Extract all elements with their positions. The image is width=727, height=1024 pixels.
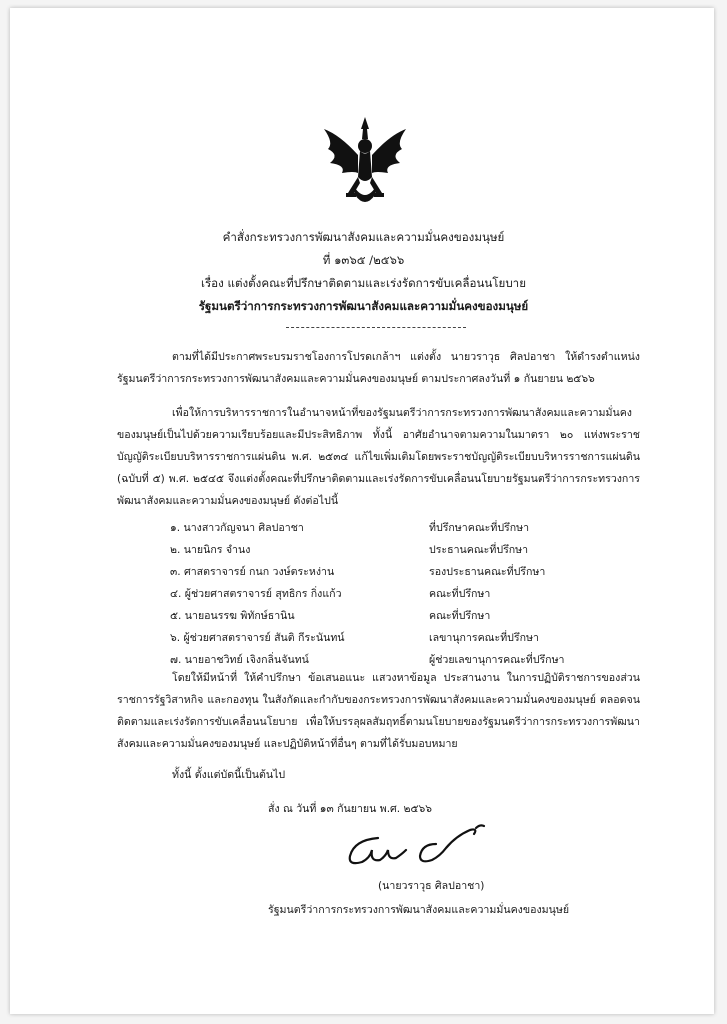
order-subject-line2: รัฐมนตรีว่าการกระทรวงการพัฒนาสังคมและความมั่นคงของมนุษย์ <box>198 299 529 313</box>
member-name: ๗. นายอาชวิทย์ เจิงกลิ่นจันทน์ <box>170 654 309 666</box>
member-name: ๒. นายนิกร จำนง <box>170 544 251 556</box>
signer-name: (นายวราวุธ ศิลปอาชา) <box>378 880 485 892</box>
order-number: ที่ ๑๓๖๕ /๒๕๖๖ <box>322 253 405 267</box>
paragraph-1-text: ตามที่ได้มีประกาศพระบรมราชโองการโปรดเกล้าฯ แต่งตั้ง นายวราวุธ ศิลปอาชา ให้ดำรงตำแหน่งรัฐมนตรีว่าการกระทรวงการพัฒนาสังคมและความมั่นคงของมนุษย์ ตามประกาศลงวันที่ ๑ กันยายน ๒๕๖๖ <box>117 351 640 385</box>
effective-statement: ทั้งนี้ ตั้งแต่บัดนี้เป็นต้นไป <box>172 769 286 781</box>
member-list <box>170 517 600 671</box>
member-role: ผู้ช่วยเลขานุการคณะที่ปรึกษา <box>429 654 565 666</box>
list-item <box>170 605 600 627</box>
paragraph-3 <box>117 667 640 755</box>
garuda-emblem-icon <box>320 115 410 210</box>
paragraph-3-text: โดยให้มีหน้าที่ ให้คำปรึกษา ข้อเสนอแนะ แสวงหาข้อมูล ประสานงาน ในการปฏิบัติราชการของส่วนราชการรัฐวิสาหกิจ และกองทุน ในสังกัดและกำกับของกระทรวงการพัฒนาสังคมและความมั่นคงของมนุษย์ ตลอดจนติดตามและเร่งรัดการขับเคลื่อนนโยบาย เพื่อให้บรรลุผลสัมฤทธิ์ตามนโยบายของรัฐมนตรีว่าการกระทรวงการพัฒนาสังคมและความมั่นคงของมนุษย์ และปฏิบัติหน้าที่อื่นๆ ตามที่ได้รับมอบหมาย <box>117 672 640 750</box>
member-role: ที่ปรึกษาคณะที่ปรึกษา <box>429 522 530 534</box>
separator-line <box>286 327 466 328</box>
order-title: คำสั่งกระทรวงการพัฒนาสังคมและความมั่นคงของมนุษย์ <box>222 230 505 244</box>
member-role: ประธานคณะที่ปรึกษา <box>429 544 529 556</box>
member-name: ๑. นางสาวกัญจนา ศิลปอาชา <box>170 522 304 534</box>
paragraph-1 <box>117 346 640 390</box>
member-role: คณะที่ปรึกษา <box>429 610 491 622</box>
member-name: ๕. นายอนรรฆ พิทักษ์ธานิน <box>170 610 295 622</box>
paragraph-2-text: เพื่อให้การบริหารราชการในอำนาจหน้าที่ของรัฐมนตรีว่าการกระทรวงการพัฒนาสังคมและความมั่นคงของมนุษย์เป็นไปด้วยความเรียบร้อยและมีประสิทธิภาพ ทั้งนี้ อาศัยอำนาจตามความในมาตรา ๒๐ แห่งพระราชบัญญัติระเบียบบริหารราชการแผ่นดิน พ.ศ. ๒๕๓๔ แก้ไขเพิ่มเติมโดยพระราชบัญญัติระเบียบบริหารราชการแผ่นดิน (ฉบับที่ ๕) พ.ศ. ๒๕๔๕ จึงแต่งตั้งคณะที่ปรึกษาติดตามและเร่งรัดการขับเคลื่อนนโยบายรัฐมนตรีว่าการกระทรวงการพัฒนาสังคมและความมั่นคงของมนุษย์ ดังต่อไปนี้ <box>117 407 640 507</box>
list-item <box>170 517 600 539</box>
member-role: เลขานุการคณะที่ปรึกษา <box>429 632 539 644</box>
member-role: รองประธานคณะที่ปรึกษา <box>429 566 546 578</box>
list-item <box>170 561 600 583</box>
list-item <box>170 539 600 561</box>
member-name: ๖. ผู้ช่วยศาสตราจารย์ สันติ กีระนันทน์ <box>170 632 345 644</box>
list-item <box>170 627 600 649</box>
signer-title: รัฐมนตรีว่าการกระทรวงการพัฒนาสังคมและความมั่นคงของมนุษย์ <box>268 904 570 916</box>
paragraph-2 <box>117 402 640 512</box>
member-name: ๓. ศาสตราจารย์ กนก วงษ์ตระหง่าน <box>170 566 335 578</box>
member-name: ๔. ผู้ช่วยศาสตราจารย์ สุทธิกร กิ่งแก้ว <box>170 588 342 600</box>
member-role: คณะที่ปรึกษา <box>429 588 491 600</box>
order-subject: เรื่อง แต่งตั้งคณะที่ปรึกษาติดตามและเร่งรัดการขับเคลื่อนนโยบาย <box>200 276 526 290</box>
list-item <box>170 583 600 605</box>
signature-icon <box>340 822 500 874</box>
ordered-date: สั่ง ณ วันที่ ๑๓ กันยายน พ.ศ. ๒๕๖๖ <box>268 803 432 815</box>
